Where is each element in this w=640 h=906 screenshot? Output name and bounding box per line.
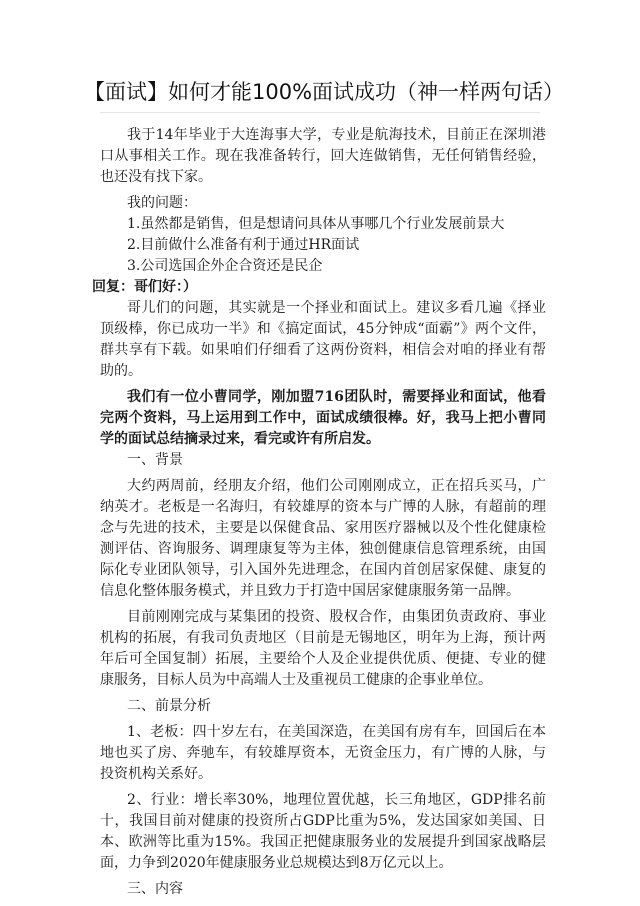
prospects-paragraph: 2、行业：增长率30%，地理位置优越，长三角地区，GDP排名前十，我国目前对健康的投资所占GDP比重为5%，发达国家如美国、日本、欧洲等比重为15%。我国正把健康服务业的发展提升到国家战略层面，力争到2020年健康服务业总规模达到8万亿元以上。 [100,792,546,871]
section-heading-prospects: 二、前景分析 [127,698,211,714]
section-heading-background: 一、背景 [127,452,183,468]
question-item: 2.目前做什么准备有利于通过HR面试 [127,237,360,253]
question-item: 1.虽然都是销售，但是想请问具体从事哪几个行业发展前景大 [127,216,505,232]
title-divider [100,112,540,113]
article-title: 【面试】如何才能100%面试成功（神一样两句话） [84,80,565,104]
reply-heading: 回复：哥们好：） [92,279,197,295]
reply-paragraph: 哥儿们的问题，其实就是一个择业和面试上。建议多看几遍《择业顶级棒，你已成功一半》和《搞定面试，45分钟成“面霸”》两个文件，群共享有下载。如果咱们仔细看了这两份资料，相信会对咱的择业有帮助的。 [100,300,546,379]
reply-highlight-paragraph: 我们有一位小曹同学，刚加盟716团队时，需要择业和面试，他看完两个资料，马上运用到工作中，面试成绩很棒。好，我马上把小曹同学的面试总结摘录过来，看完或许有所启发。 [100,389,546,447]
intro-paragraph: 我于14年毕业于大连海事大学，专业是航海技术，目前正在深圳港口从事相关工作。现在我准备转行，回大连做销售，无任何销售经验，也还没有找下家。 [100,127,546,185]
questions-heading: 我的问题： [127,195,197,211]
background-paragraph: 大约两周前，经朋友介绍，他们公司刚刚成立，正在招兵买马，广纳英才。老板是一名海归，有较雄厚的资本与广博的人脉，有超前的理念与先进的技术，主要是以保健食品、家用医疗器械以及个性化健康检测评估、咨询服务、调理康复等为主体，独创健康信息管理系统，由国际化专业团队领导，引入国外先进理念，在国内首创居家保健、康复的信息化整体服务模式，并且致力于打造中国居家健康服务第一品牌。 [100,478,546,599]
question-item: 3.公司选国企外企合资还是民企 [127,258,323,274]
prospects-paragraph: 1、老板：四十岁左右，在美国深造，在美国有房有车，回国后在本地也买了房、奔驰车，有较雄厚资本，无资金压力，有广博的人脉，与投资机构关系好。 [100,724,546,782]
section-heading-content: 三、内容 [127,881,183,897]
article-body [92,125,546,900]
background-paragraph: 目前刚刚完成与某集团的投资、股权合作，由集团负责政府、事业机构的拓展，有我司负责地区（目前是无锡地区，明年为上海，预计两年后可全国复制）拓展，主要给个人及企业提供优质、便捷、专业的健康服务，目标人员为中高端人士及重视员工健康的企事业单位。 [100,609,546,688]
